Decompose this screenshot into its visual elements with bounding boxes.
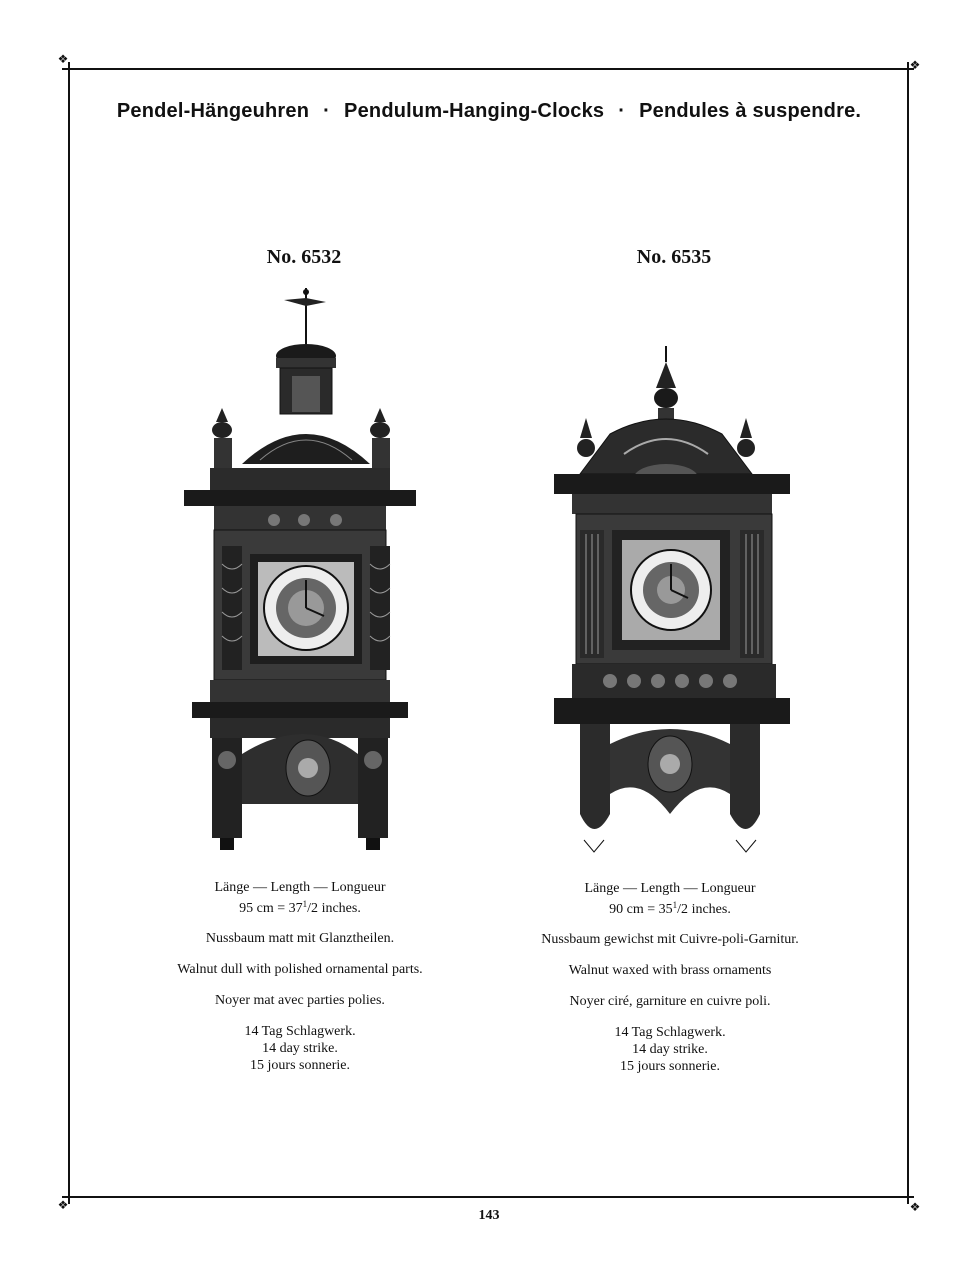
strike-french: 15 jours sonnerie. [250,1058,350,1073]
page-heading [60,100,918,123]
length-label: Länge — Length — Longueur [584,881,756,896]
size-cm: 95 cm = 37 [239,901,303,916]
clock-illustration-6535 [550,344,798,859]
strike-english: 14 day strike. [262,1041,338,1056]
length-size-block [110,879,490,917]
strike-german: 14 Tag Schlagwerk. [614,1025,726,1040]
size-line [110,896,490,917]
size-inches: inches. [318,901,361,916]
size-inches: inches. [688,902,731,917]
material-english: Walnut waxed with brass ornaments [568,963,772,978]
clock-description-6532 [110,879,490,1088]
material-german: Nussbaum gewichst mit Cuivre-poli-Garnitur. [541,932,799,947]
frame-bottom-border [62,1196,914,1198]
length-label: Länge — Length — Longueur [214,880,386,895]
size-cm: 90 cm = 35 [609,902,673,917]
model-number-right: No. 6535 [636,246,712,268]
material-french: Noyer mat avec parties polies. [215,993,385,1008]
heading-separator: · [618,100,626,122]
strike-english: 14 day strike. [632,1042,708,1057]
heading-german: Pendel-Hängeuhren [116,100,310,122]
corner-ornament-icon: ❖ [57,52,69,66]
clock-description-6535 [480,880,860,1089]
page-number: 143 [478,1208,500,1223]
material-english: Walnut dull with polished ornamental parts. [177,962,423,977]
frame-top-border [62,68,914,70]
size-line [480,897,860,918]
corner-ornament-icon: ❖ [909,1200,921,1214]
heading-english: Pendulum-Hanging-Clocks [344,100,605,122]
material-german: Nussbaum matt mit Glanztheilen. [205,931,395,946]
strike-german: 14 Tag Schlagwerk. [244,1024,356,1039]
corner-ornament-icon: ❖ [57,1198,69,1212]
material-french: Noyer ciré, garniture en cuivre poli. [569,994,771,1009]
strike-block [110,1023,490,1074]
size-fraction-denominator: /2 [307,901,319,916]
length-size-block [480,880,860,918]
size-fraction: 1 [672,900,678,910]
model-number-left: No. 6532 [266,246,342,268]
strike-french: 15 jours sonnerie. [620,1059,720,1074]
heading-separator: · [323,100,331,122]
corner-ornament-icon: ❖ [909,58,921,72]
clock-illustration-6532 [180,284,420,854]
frame-right-border [907,62,909,1204]
heading-french: Pendules à suspendre. [639,100,862,122]
strike-block [480,1024,860,1075]
size-fraction-denominator: /2 [677,902,689,917]
size-fraction: 1 [302,899,308,909]
frame-left-border [68,62,70,1204]
